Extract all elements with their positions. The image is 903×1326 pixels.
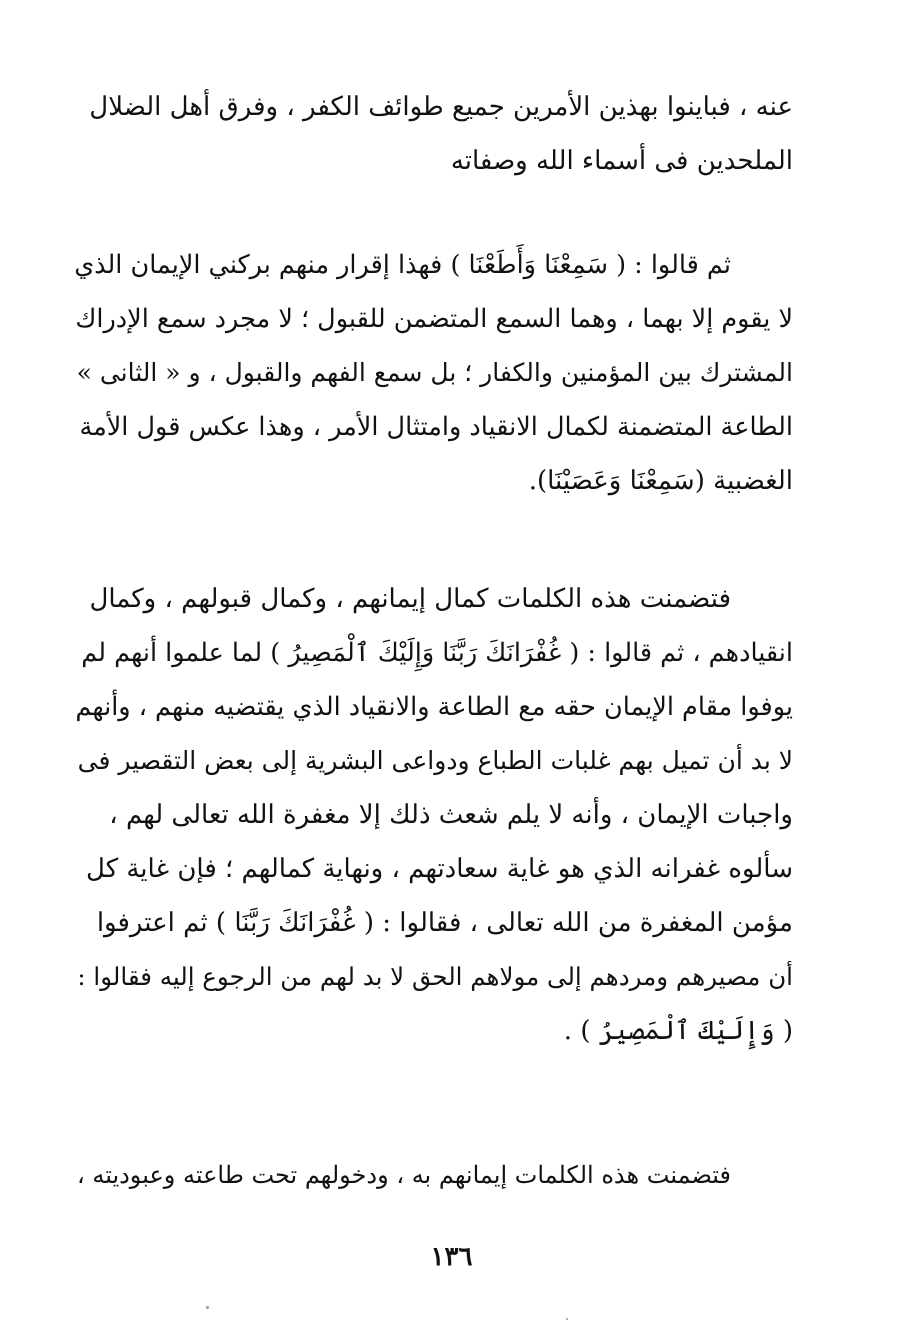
scan-speck [206,1306,209,1309]
text-line: مؤمن المغفرة من الله تعالى ، فقالوا : ( غُفْرَانَكَ رَبَّنَا ) ثم اعترفوا [96,908,793,938]
text-line: لا يقوم إلا بهما ، وهما السمع المتضمن للقبول ؛ لا مجرد سمع الإدراك [75,304,793,334]
text-line: المشترك بين المؤمنين والكفار ؛ بل سمع الفهم والقبول ، و « الثانى » [76,358,793,387]
text-line: واجبات الإيمان ، وأنه لا يلم شعث ذلك إلا مغفرة الله تعالى لهم ، [109,800,793,830]
paragraph-1 [73,80,793,188]
text-line: ( وَإِلَيْكَ ٱلْمَصِيرُ ) . [563,1016,793,1046]
text-line: فتضمنت هذه الكلمات إيمانهم به ، ودخولهم تحت طاعته وعبوديته ، [76,1161,731,1189]
paragraph-3 [73,572,793,1058]
text-line: الطاعة المتضمنة لكمال الانقياد وامتثال الأمر ، وهذا عكس قول الأمة [79,412,793,442]
text-line: فتضمنت هذه الكلمات كمال إيمانهم ، وكمال قبولهم ، وكمال [89,584,731,614]
text-line: أن مصيرهم ومردهم إلى مولاهم الحق لا بد لهم من الرجوع إليه فقالوا : [77,962,793,991]
text-line: الغضبية (سَمِعْنَا وَعَصَيْنَا). [528,466,793,496]
scan-speck [566,1318,568,1320]
text-line: الملحدين فى أسماء الله وصفاته [450,146,793,176]
page-number: ١٣٦ [430,1242,473,1272]
text-line: سألوه غفرانه الذي هو غاية سعادتهم ، ونهاية كمالهم ؛ فإن غاية كل [86,854,793,884]
paragraph-4 [73,1148,793,1202]
text-line: لا بد أن تميل بهم غلبات الطباع ودواعى البشرية إلى بعض التقصير فى [77,746,793,775]
paragraph-2 [73,238,793,508]
text-line: عنه ، فباينوا بهذين الأمرين جميع طوائف الكفر ، وفرق أهل الضلال [89,92,793,122]
text-line: يوفوا مقام الإيمان حقه مع الطاعة والانقياد الذي يقتضيه منهم ، وأنهم [75,692,793,722]
text-line: انقيادهم ، ثم قالوا : ( غُفْرَانَكَ رَبَّنَا وَإِلَيْكَ ٱلْمَصِيرُ ) لما علموا أنهم لم [81,638,793,668]
text-line: ثم قالوا : ( سَمِعْنَا وَأَطَعْنَا ) فهذا إقرار منهم بركني الإيمان الذي [74,250,731,280]
